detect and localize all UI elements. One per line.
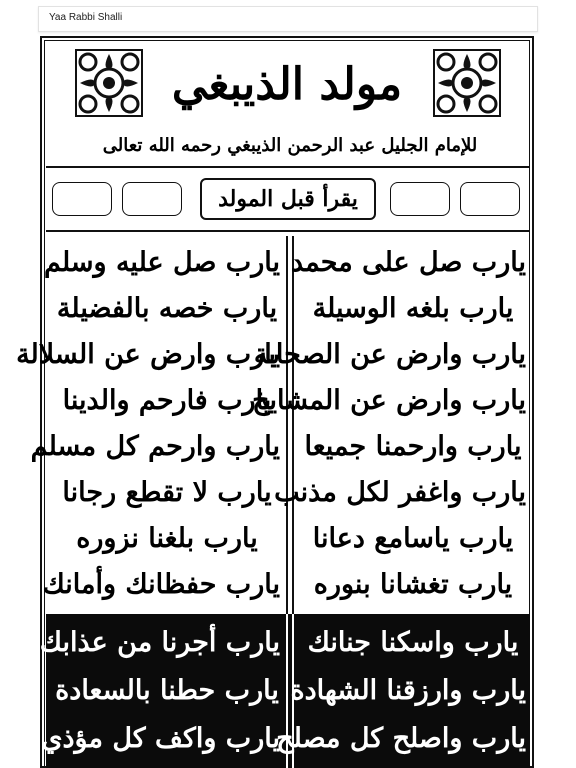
document-page[interactable] [16, 36, 536, 768]
column-divider [286, 236, 288, 614]
verse-line: يارب فارحم والدينا [62, 385, 272, 416]
banner-ornament-icon [390, 182, 450, 216]
verse-line: يارب أجرنا من عذابك [39, 627, 280, 658]
verse-line: يارب صل على محمد [291, 247, 526, 278]
window-title: Yaa Rabbi Shalli [49, 12, 123, 23]
document-title: مولد الذيبغي [171, 59, 403, 110]
verse-line: يارب صل عليه وسلم [43, 247, 280, 278]
column-divider [292, 236, 294, 614]
verse-line: يارب تغشانا بنوره [313, 569, 513, 600]
verse-line: يارب واصلح كل مصلح [276, 723, 526, 754]
author-line: للإمام الجليل عبد الرحمن الذيبغي رحمه الله تعالى [102, 135, 478, 156]
verse-line: يارب حفظانك وأمانك [42, 569, 280, 600]
banner-title: يقرأ قبل المولد [200, 178, 376, 220]
divider-rule [46, 166, 530, 168]
window-titlebar [38, 6, 538, 32]
verse-line: يارب وارض عن السلالة [16, 339, 280, 370]
verse-line: يارب واغفر لكل مذنب [274, 477, 526, 508]
verse-line: يارب بلغه الوسيلة [312, 293, 514, 324]
banner-ornament-icon [122, 182, 182, 216]
floral-ornament-icon [74, 48, 144, 118]
section-banner [50, 176, 526, 222]
verse-line: يارب وارزقنا الشهادة [290, 675, 526, 706]
banner-ornament-icon [52, 182, 112, 216]
verse-line: يارب واكف كل مؤذي [41, 723, 280, 754]
banner-ornament-icon [460, 182, 520, 216]
verse-line: يارب لا تقطع رجانا [62, 477, 272, 508]
floral-ornament-icon [432, 48, 502, 118]
verse-line: يارب وارحمنا جميعا [304, 431, 522, 462]
verse-line: يارب وارحم كل مسلم [30, 431, 280, 462]
verse-line: يارب واسكنا جنانك [307, 627, 519, 658]
verse-line: يارب خصه بالفضيلة [56, 293, 278, 324]
verse-line: يارب حطنا بالسعادة [55, 675, 279, 706]
verse-line: يارب ياسامع دعانا [312, 523, 514, 554]
verse-line: يارب وارض عن المشايخ [252, 385, 526, 416]
divider-rule [46, 230, 530, 232]
verse-line: يارب بلغنا نزوره [76, 523, 258, 554]
highlighted-verse-band [39, 614, 530, 768]
verse-line: يارب وارض عن الصحابة [253, 339, 526, 370]
